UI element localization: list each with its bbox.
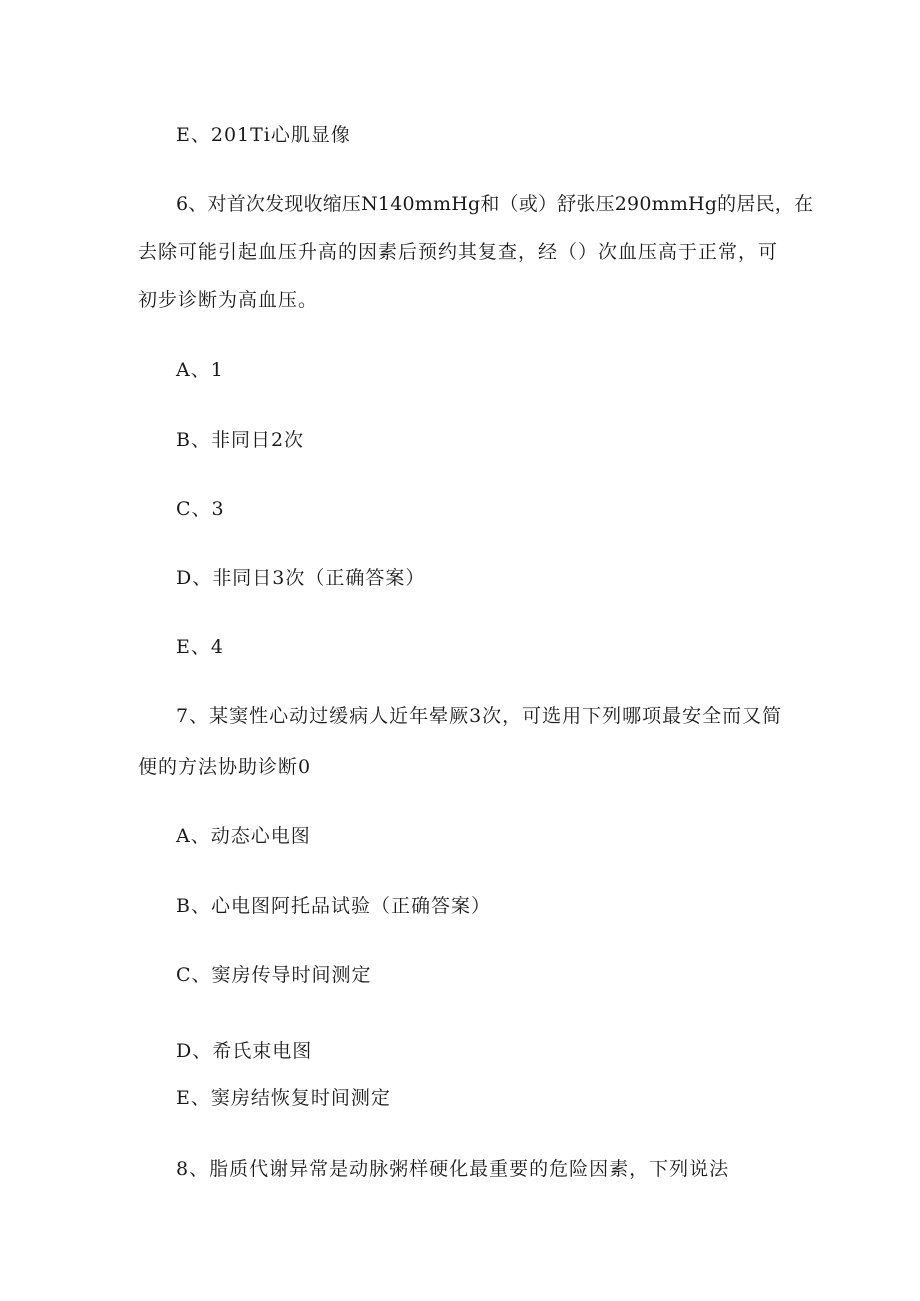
- q6-option-e: E、4: [176, 636, 224, 658]
- q7-option-d: D、希氏束电图: [176, 1040, 313, 1062]
- q6-question-line-3: 初步诊断为高血压。: [138, 289, 319, 311]
- q6-question-line-2: 去除可能引起血压升高的因素后预约其复查，经（）次血压高于正常，可: [138, 241, 779, 263]
- q7-question-line-1: 7、某窦性心动过缓病人近年晕厥3次，可选用下列哪项最安全而又简: [176, 705, 783, 727]
- q6-option-a: A、1: [176, 359, 224, 381]
- q7-question-line-2: 便的方法协助诊断0: [138, 756, 312, 778]
- q7-option-e: E、窦房结恢复时间测定: [176, 1087, 391, 1109]
- q7-option-a: A、动态心电图: [176, 825, 311, 847]
- q6-option-d: D、非同日3次（正确答案）: [176, 567, 426, 589]
- q7-option-c: C、窦房传导时间测定: [176, 964, 372, 986]
- q8-question-line-1: 8、脂质代谢异常是动脉粥样硬化最重要的危险因素，下列说法: [176, 1158, 730, 1180]
- q5-option-e: E、201Ti心肌显像: [176, 124, 351, 146]
- q7-option-b: B、心电图阿托品试验（正确答案）: [176, 895, 491, 917]
- q6-question-line-1: 6、对首次发现收缩压N140mmHg和（或）舒张压290mmHg的居民，在: [176, 193, 814, 215]
- q6-option-c: C、3: [176, 498, 225, 520]
- q6-option-b: B、非同日2次: [176, 429, 305, 451]
